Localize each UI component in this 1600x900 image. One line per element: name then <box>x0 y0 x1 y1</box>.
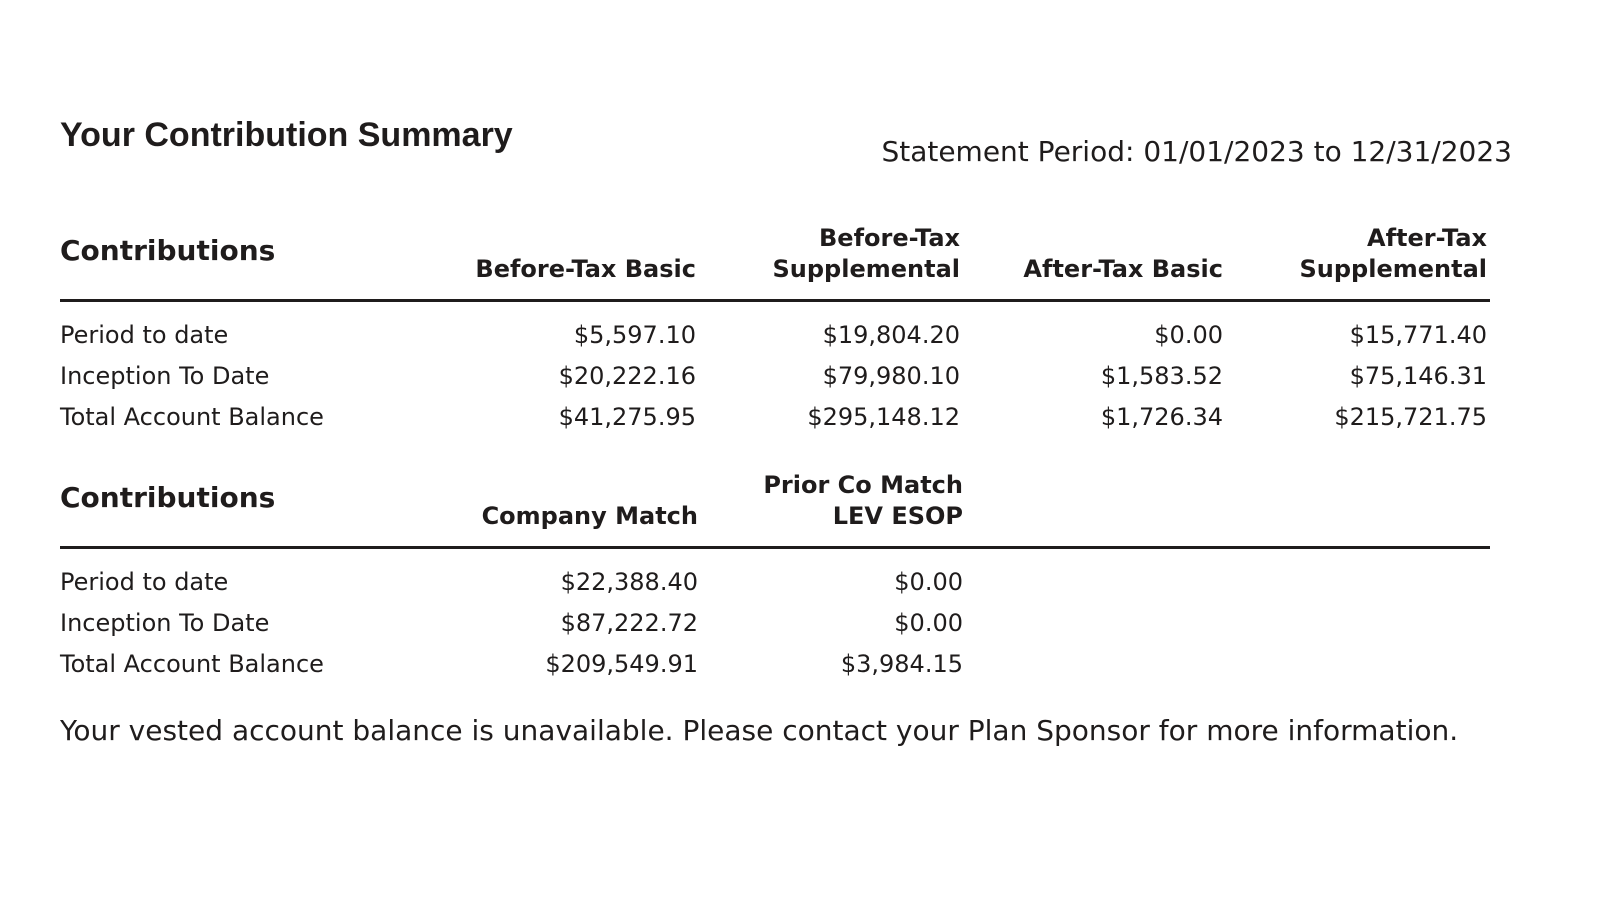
row-label: Total Account Balance <box>60 403 324 431</box>
cell-prior-co-match-lev-esop: $0.00 <box>894 568 963 596</box>
cell-after-tax-basic: $0.00 <box>1154 321 1223 349</box>
table-header <box>60 467 1490 549</box>
table-row-inception-to-date <box>60 360 1490 401</box>
cell-before-tax-basic: $5,597.10 <box>573 321 696 349</box>
cell-after-tax-supplemental: $215,721.75 <box>1334 403 1487 431</box>
cell-before-tax-basic: $41,275.95 <box>558 403 696 431</box>
cell-prior-co-match-lev-esop: $0.00 <box>894 609 963 637</box>
cell-before-tax-supplemental: $79,980.10 <box>822 362 960 390</box>
row-label: Inception To Date <box>60 362 270 390</box>
column-header-line2: Before-Tax Basic <box>475 255 696 283</box>
page-title: Your Contribution Summary <box>60 116 513 154</box>
column-header-after-tax-basic <box>1023 254 1223 285</box>
contributions-table-company <box>60 467 1490 689</box>
cell-after-tax-supplemental: $75,146.31 <box>1349 362 1487 390</box>
table-body <box>60 302 1490 442</box>
column-header-line1: After-Tax <box>1367 224 1487 252</box>
column-header-line2: Supplemental <box>1299 255 1487 283</box>
contributions-table-employee <box>60 220 1490 442</box>
column-header-line2: Supplemental <box>772 255 960 283</box>
column-header-before-tax-basic <box>475 254 696 285</box>
column-header-line1: Prior Co Match <box>763 471 963 499</box>
column-header-line2: Company Match <box>481 502 698 530</box>
statement-period: Statement Period: 01/01/2023 to 12/31/2023 <box>881 135 1512 168</box>
cell-prior-co-match-lev-esop: $3,984.15 <box>840 650 963 678</box>
table-row-period-to-date <box>60 566 1490 607</box>
table-header <box>60 220 1490 302</box>
table-body <box>60 549 1490 689</box>
row-label: Period to date <box>60 568 229 596</box>
cell-company-match: $22,388.40 <box>560 568 698 596</box>
row-label: Total Account Balance <box>60 650 324 678</box>
cell-after-tax-basic: $1,583.52 <box>1100 362 1223 390</box>
table-row-total-account-balance <box>60 648 1490 689</box>
cell-after-tax-basic: $1,726.34 <box>1100 403 1223 431</box>
column-header-prior-co-match-lev-esop <box>763 470 963 532</box>
column-header-line2: LEV ESOP <box>832 502 963 530</box>
cell-company-match: $209,549.91 <box>545 650 698 678</box>
section-title: Contributions <box>60 234 276 267</box>
column-header-before-tax-supplemental <box>773 223 961 285</box>
cell-before-tax-supplemental: $19,804.20 <box>822 321 960 349</box>
column-header-line1: Before-Tax <box>819 224 960 252</box>
row-label: Period to date <box>60 321 229 349</box>
table-row-period-to-date <box>60 319 1490 360</box>
cell-company-match: $87,222.72 <box>560 609 698 637</box>
section-title: Contributions <box>60 481 276 514</box>
column-header-line2: After-Tax Basic <box>1023 255 1223 283</box>
table-row-inception-to-date <box>60 607 1490 648</box>
cell-before-tax-supplemental: $295,148.12 <box>807 403 960 431</box>
cell-before-tax-basic: $20,222.16 <box>558 362 696 390</box>
table-row-total-account-balance <box>60 401 1490 442</box>
row-label: Inception To Date <box>60 609 270 637</box>
vested-balance-note: Your vested account balance is unavailable. Please contact your Plan Sponsor for more information. <box>60 714 1459 747</box>
cell-after-tax-supplemental: $15,771.40 <box>1349 321 1487 349</box>
column-header-after-tax-supplemental <box>1300 223 1488 285</box>
column-header-company-match <box>482 501 698 532</box>
